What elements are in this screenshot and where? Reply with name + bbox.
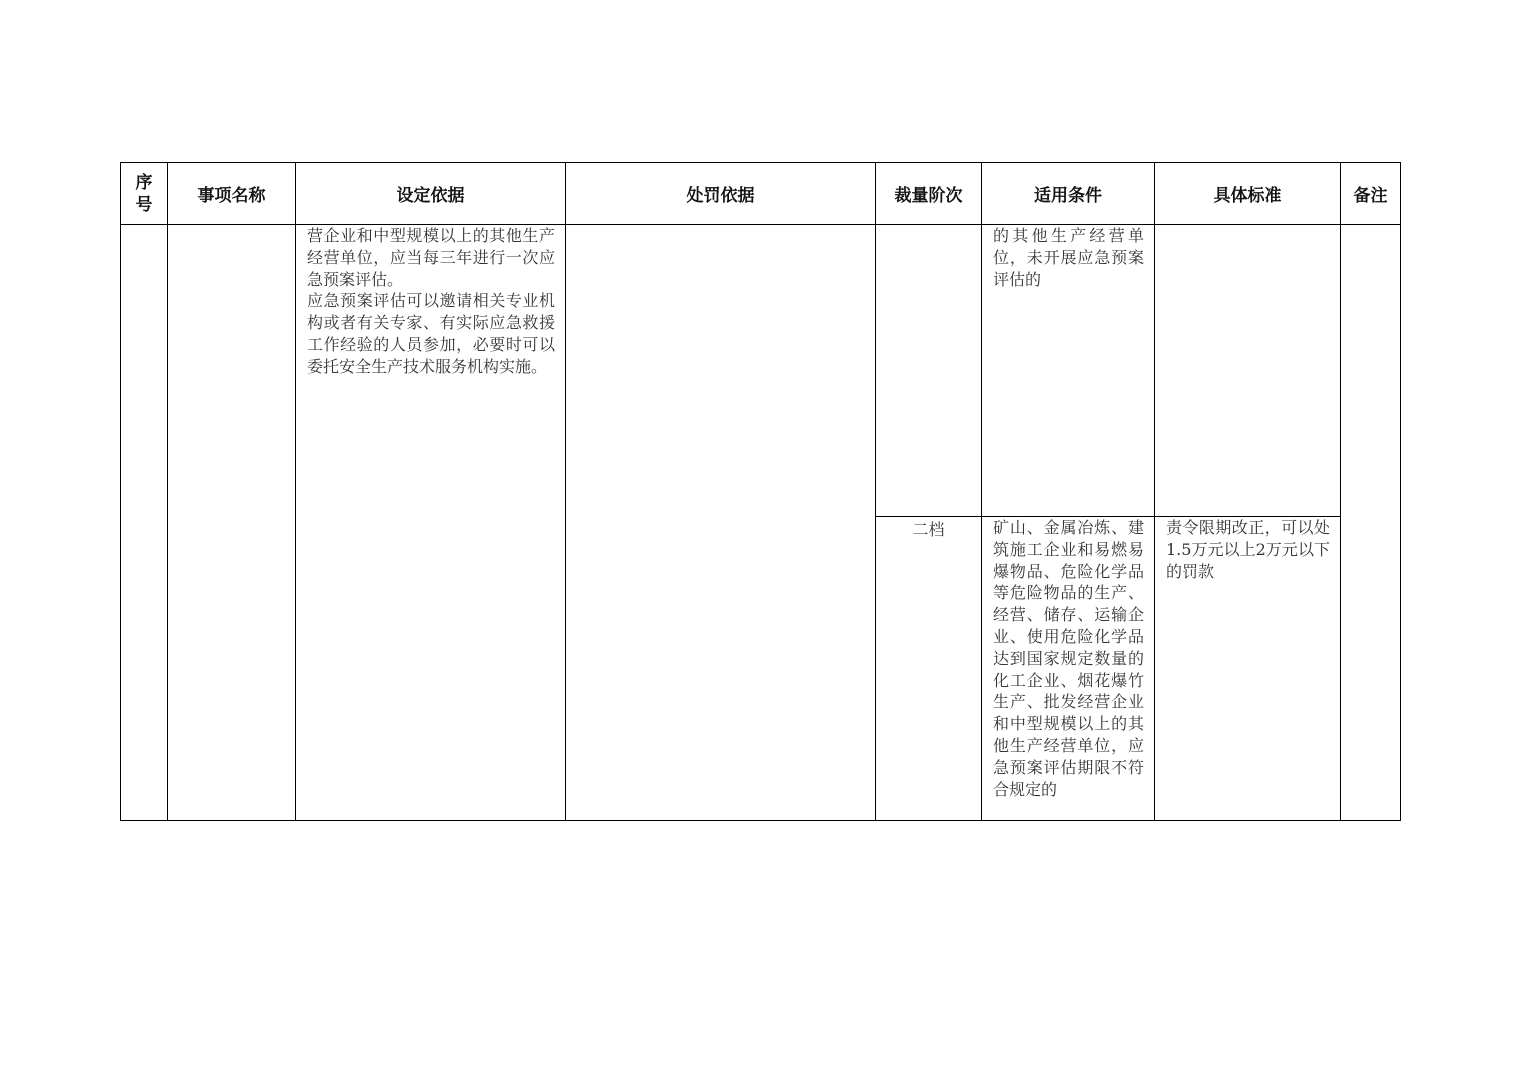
penalty-discretion-table	[120, 162, 1401, 821]
penalty-basis-cell	[566, 225, 876, 821]
setting-basis-paragraph-2: 应急预案评估可以邀请相关专业机构或者有关专家、有实际应急救援工作经验的人员参加，必要时可以委托安全生产技术服务机构实施。	[307, 291, 555, 376]
header-standard: 具体标准	[1155, 163, 1341, 225]
table-header-row	[121, 163, 1401, 225]
header-condition: 适用条件	[982, 163, 1155, 225]
level-text: 二档	[912, 520, 945, 539]
standard-cell	[1155, 225, 1341, 517]
setting-basis-paragraph-1: 营企业和中型规模以上的其他生产经营单位，应当每三年进行一次应急预案评估。	[307, 226, 555, 289]
item-name-cell	[168, 225, 296, 821]
header-penalty-basis: 处罚依据	[566, 163, 876, 225]
condition-text: 的其他生产经营单位，未开展应急预案评估的	[993, 226, 1144, 289]
standard-cell	[1155, 517, 1341, 821]
level-cell	[876, 517, 982, 821]
table-row	[121, 225, 1401, 517]
standard-text: 责令限期改正，可以处1.5万元以上2万元以下的罚款	[1166, 518, 1330, 581]
setting-basis-cell	[296, 225, 566, 821]
remark-cell	[1341, 225, 1401, 821]
header-remark: 备注	[1341, 163, 1401, 225]
header-seq: 序号	[121, 163, 168, 225]
header-item-name: 事项名称	[168, 163, 296, 225]
condition-text: 矿山、金属冶炼、建筑施工企业和易燃易爆物品、危险化学品等危险物品的生产、经营、储存、运输企业、使用危险化学品达到国家规定数量的化工企业、烟花爆竹生产、批发经营企业和中型规模以上的其他生产经营单位，应急预案评估期限不符合规定的	[993, 518, 1144, 799]
condition-cell	[982, 517, 1155, 821]
level-cell	[876, 225, 982, 517]
seq-cell	[121, 225, 168, 821]
header-level: 裁量阶次	[876, 163, 982, 225]
condition-cell	[982, 225, 1155, 517]
header-setting-basis: 设定依据	[296, 163, 566, 225]
